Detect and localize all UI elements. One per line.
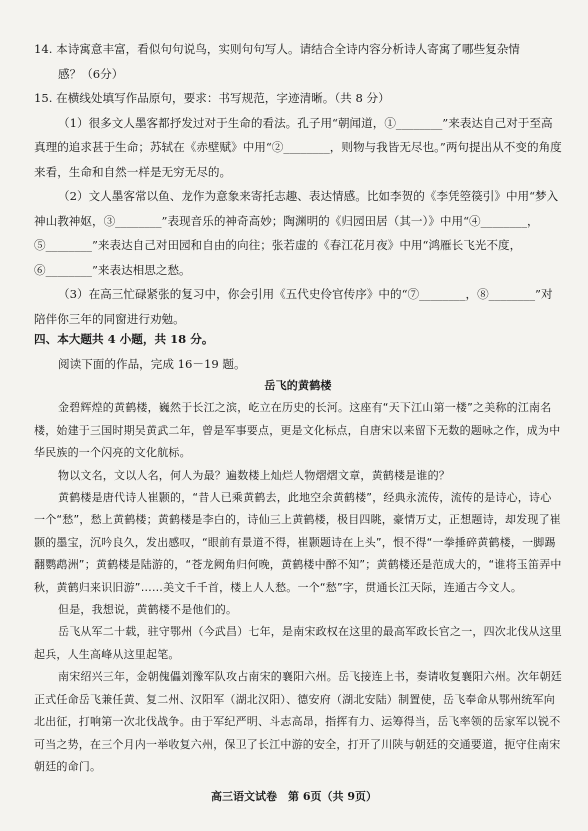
- section-4: [34, 327, 562, 376]
- article-para2: 物以文名，文以人名，何人为最？遍数楼上灿烂人物熠熠文章，黄鹤楼是谁的？: [58, 468, 450, 482]
- article-para5: 岳飞从军二十载，驻守鄂州（今武昌）七年，是南宋政权在这里的最高军政长官之一，四次北伐从这里起兵，人生高峰从这里起笔。: [34, 625, 562, 661]
- question-14-line1: 14. 本诗寓意丰富，看似句句说鸟，实则句句写人。请结合全诗内容分析诗人寄寓了哪些复杂情: [34, 42, 520, 56]
- question-15-sub1: （1）很多文人墨客都抒发过对于生命的看法。孔子用“朝闻道，①________”来表达自己对于至高真理的追求甚于生命；苏轼在《赤壁赋》中用“②________，则物与我皆无尽也。”两句提出从不变的角度来看，生命和自然一样是无穷无尽的。: [34, 115, 562, 179]
- section-4-title: 四、本大题共 4 小题，共 18 分。: [34, 332, 214, 346]
- article-para3: 黄鹤楼是唐代诗人崔颢的，“昔人已乘黄鹤去，此地空余黄鹤楼”，经典永流传，流传的是诗心，诗心一个“愁”，愁上黄鹤楼；黄鹤楼是李白的，诗仙三上黄鹤楼，极目四眺，豪情万丈，正想题诗，却发现了崔颢的墨宝，沉吟良久，发出感叹，“眼前有景道不得，崔颢题诗在上头”，恨不得“一拳捶碎黄鹤楼，一脚踢翻鹦鹉洲”；黄鹤楼是陆游的，“苍龙阙角归何晚，黄鹤楼中醉不知”；黄鹤楼还是范成大的，“谁将玉笛弄中秋，黄鹤归来识旧游”……美文千千首，楼上人人愁。一个“愁”字，贯通长江天际，连通古今文人。: [34, 491, 562, 594]
- article-para4: 但是，我想说，黄鹤楼不是他们的。: [58, 603, 238, 617]
- article: [34, 375, 562, 778]
- article-para1: 金碧辉煌的黄鹤楼，巍然于长江之滨，屹立在历史的长河。这座有“天下江山第一楼”之美称的江南名楼，始建于三国时期吴黄武二年，曾是军事要点，更是文化标点，自唐宋以来留下无数的题咏之作，成为中华民族的一个闪亮的文化航标。: [34, 401, 561, 460]
- question-15: [34, 86, 562, 331]
- question-14-line2: 感？（6分）: [58, 66, 124, 81]
- article-para6: 南宋绍兴三年，金朝傀儡刘豫军队攻占南宋的襄阳六州。岳飞接连上书，奏请收复襄阳六州。次年朝廷正式任命岳飞兼任黄、复二州、汉阳军（湖北汉阳）、德安府（湖北安陆）制置使，岳飞奉命从鄂州统军向北出征，打响第一次北伐战争。由于军纪严明、斗志高昂，指挥有力、运筹得当，岳飞率领的岳家军以锐不可当之势，在三个月内一举收复六州，保卫了长江中游的安全，打开了川陕与朝廷的交通要道，扼守住南宋朝廷的命门。: [34, 670, 562, 773]
- question-15-header: 15. 在横线处填写作品原句，要求：书写规范，字迹清晰。（共 8 分）: [34, 91, 390, 105]
- question-15-sub2: （2）文人墨客常以鱼、龙作为意象来寄托志趣、表达情感。比如李贺的《李凭箜篌引》中用“梦入神山教神妪，③________”表现音乐的神奇高妙；陶渊明的《归园田居（其一）》中用“④________，⑤________”来表达自己对田园和自由的向往；张若虚的《春江花月夜》中用“鸿雁长飞光不度，⑥________”来表达相思之愁。: [34, 189, 559, 277]
- question-15-sub3: （3）在高三忙碌紧张的复习中，你会引用《五代史伶官传序》中的“⑦________，⑧________”对陪伴你三年的同窗进行劝勉。: [34, 287, 553, 326]
- article-title: 岳飞的黄鹤楼: [264, 379, 332, 392]
- question-14: [34, 37, 562, 86]
- section-4-instruction: 阅读下面的作品，完成 16－19 题。: [58, 356, 246, 371]
- page-footer: 高三语文试卷 第 6页（共 9页）: [211, 790, 377, 803]
